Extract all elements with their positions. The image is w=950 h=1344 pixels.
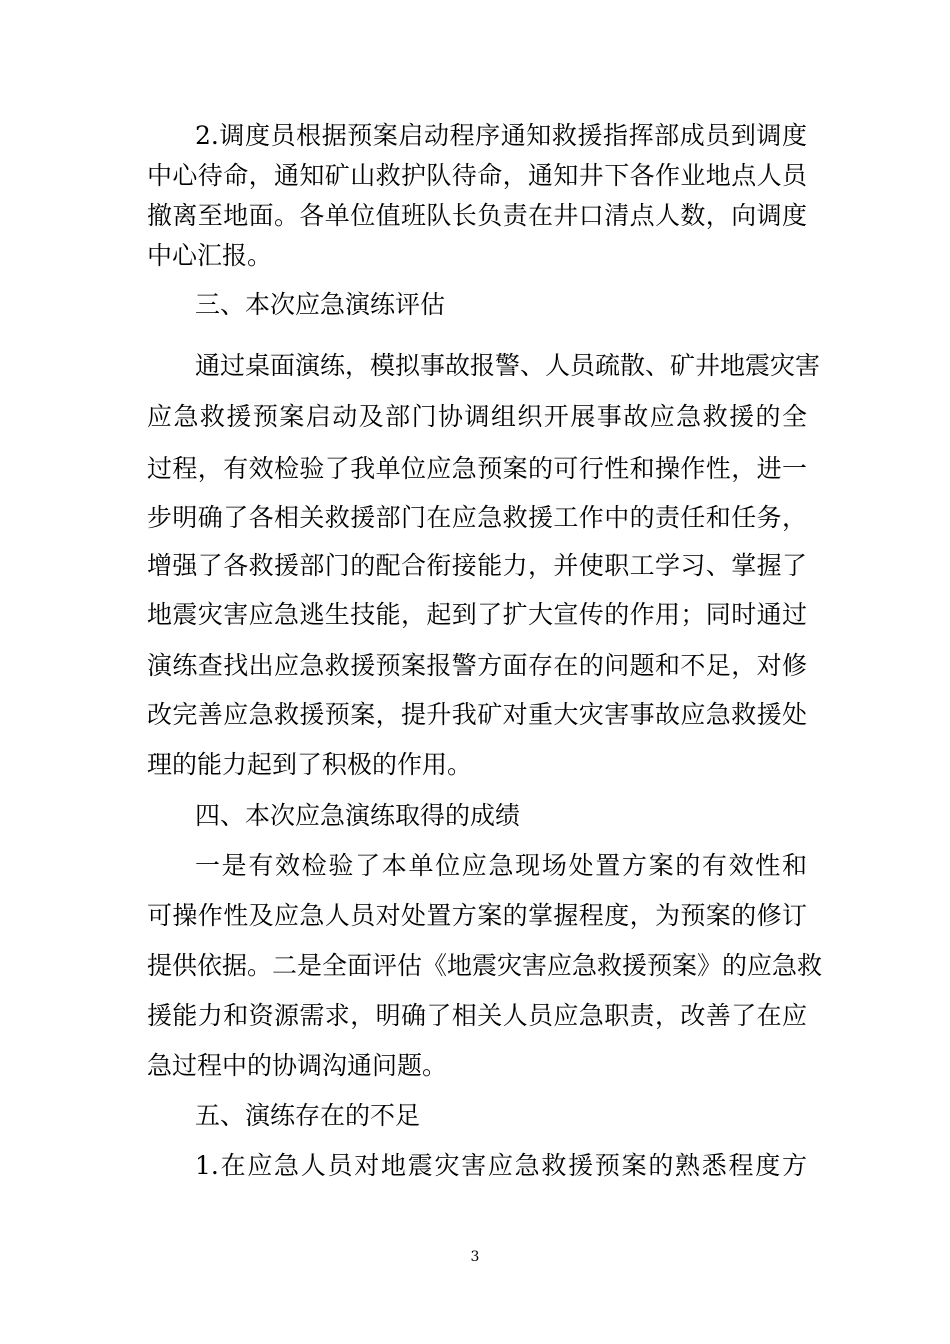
paragraph-line: 中心待命，通知矿山救护队待命，通知井下各作业地点人员 <box>147 161 807 190</box>
paragraph-line: 理的能力起到了积极的作用。 <box>147 750 473 779</box>
paragraph-line: 地震灾害应急逃生技能，起到了扩大宣传的作用；同时通过 <box>147 600 807 629</box>
paragraph-line: 撤离至地面。各单位值班队长负责在井口清点人数，向调度 <box>147 201 807 230</box>
paragraph-line: 2.调度员根据预案启动程序通知救援指挥部成员到调度 <box>195 121 807 150</box>
paragraph-line: 应急救援预案启动及部门协调组织开展事故应急救援的全 <box>147 402 807 431</box>
paragraph-line: 援能力和资源需求，明确了相关人员应急职责，改善了在应 <box>147 1001 807 1030</box>
paragraph-line: 可操作性及应急人员对处置方案的掌握程度，为预案的修订 <box>147 901 807 930</box>
page-number: 3 <box>470 1249 480 1265</box>
paragraph-line: 过程，有效检验了我单位应急预案的可行性和操作性，进一 <box>147 454 807 483</box>
paragraph-line: 提供依据。二是全面评估《地震灾害应急救援预案》的应急救 <box>147 951 823 980</box>
section-heading: 五、演练存在的不足 <box>195 1101 421 1130</box>
section-heading: 四、本次应急演练取得的成绩 <box>195 801 521 830</box>
paragraph-line: 演练查找出应急救援预案报警方面存在的问题和不足，对修 <box>147 651 807 680</box>
paragraph-line: 1.在应急人员对地震灾害应急救援预案的熟悉程度方 <box>195 1151 807 1180</box>
paragraph-line: 步明确了各相关救援部门在应急救援工作中的责任和任务， <box>147 503 807 532</box>
paragraph-line: 中心汇报。 <box>147 241 273 270</box>
paragraph-line: 急过程中的协调沟通问题。 <box>147 1051 448 1080</box>
section-heading: 三、本次应急演练评估 <box>195 290 446 319</box>
paragraph-line: 通过桌面演练，模拟事故报警、人员疏散、矿井地震灾害 <box>195 351 821 380</box>
paragraph-line: 增强了各救援部门的配合衔接能力，并使职工学习、掌握了 <box>147 551 807 580</box>
paragraph-line: 一是有效检验了本单位应急现场处置方案的有效性和 <box>195 851 807 880</box>
paragraph-line: 改完善应急救援预案，提升我矿对重大灾害事故应急救援处 <box>147 700 807 729</box>
